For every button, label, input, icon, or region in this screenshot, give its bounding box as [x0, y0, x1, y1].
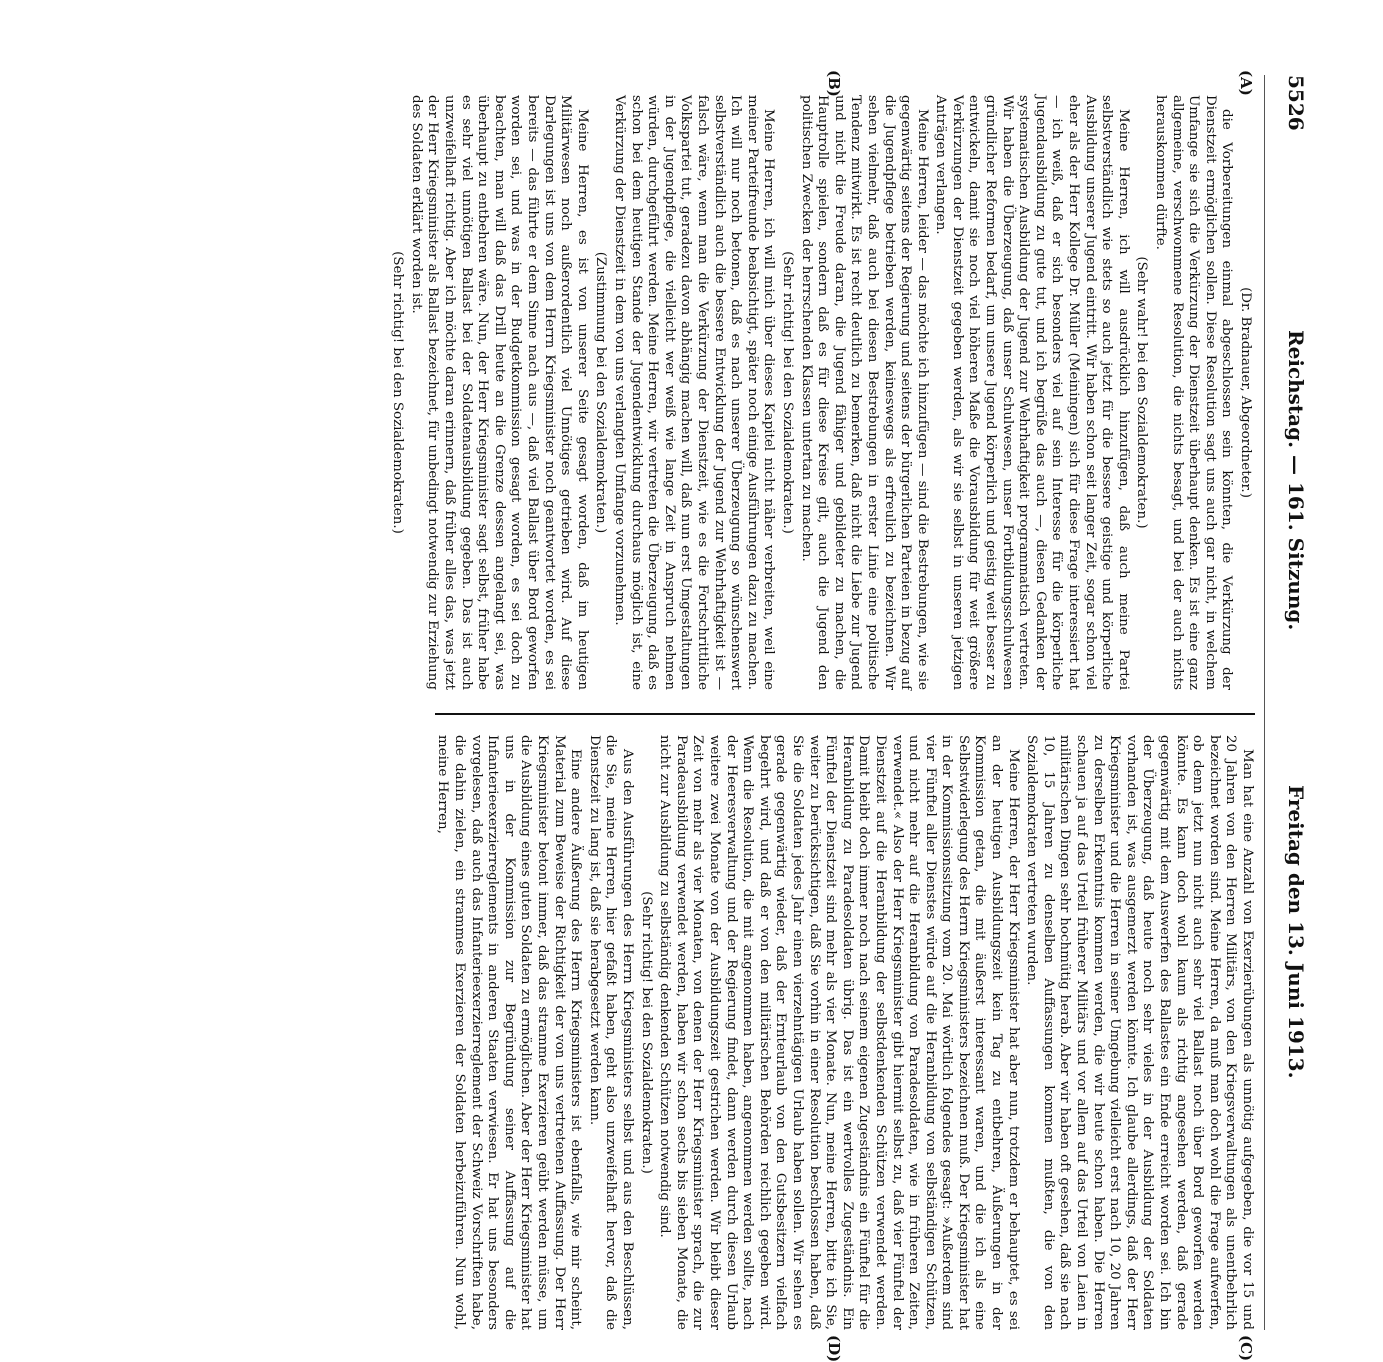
interjection: (Sehr richtig! bei den Sozialdemokraten.): [779, 251, 795, 534]
running-header: [1268, 75, 1308, 1330]
left-column: [390, 95, 1255, 690]
interjection: (Zustimmung bei den Sozialdemokraten.): [593, 251, 609, 534]
interjection: (Sehr richtig! bei den Sozialdemokraten.): [390, 251, 406, 534]
paragraph: Eine andere Äußerung des Herrn Kriegsministers ist ebenfalls, wie mir scheint, Material zum Beweise der Richtigkeit der von uns vertretenen Auffassung. Der Herr Kriegsminister betont immer, daß das stramme Exerzieren geübt werden müsse, um die Ausbildung eines guten Soldaten zu ermöglichen. Aber der Herr Kriegsminister hat uns in der Kommission zur Begründung seiner Auffassung auf die Infanterieexerzierreglements in anderen Staaten verwiesen. Er hat uns besonders vorgelesen, daß auch das Infanterieexerzierreglement der Schweiz Vorschriften habe, die dahin zielen, ein strammes Exerzieren der Soldaten herbeizuführen. Nun wohl, meine Herren,: [435, 735, 584, 1330]
interjection: (Sehr richtig! bei den Sozialdemokraten.): [638, 891, 654, 1174]
page-number: 5526: [1284, 75, 1308, 131]
right-column: [435, 735, 1255, 1330]
column-divider: [435, 713, 1255, 715]
header-right-title: Freitag den 13. Juni 1913.: [1284, 785, 1308, 1079]
margin-mark-d: (D): [825, 1335, 843, 1362]
speaker-note: (Dr. Bradnauer, Abgeordneter.): [1238, 287, 1253, 498]
paragraph: Man hat eine Anzahl von Exerzierübungen als unnötig aufgegeben, die vor 15 und 20 Jahren von den Herren Militärs, von den Kriegsverwaltungen als unentbehrlich bezeichnet worden sind. Meine Herren, da muß man doch wohl die Frage aufwerfen, ob denn jetzt nun nicht auch sehr viel Ballast noch über Bord geworfen werden könnte. Es kann doch wohl kaum als richtig angesehen werden, daß gerade gegenwärtig mit dem Auswerfen des Ballastes ein Ende erreicht worden sei. Ich bin der Überzeugung, daß heute noch sehr vieles in der Ausbildung der Soldaten vorhanden ist, was ausgemerzt werden könnte. Ich glaube allerdings, daß der Herr Kriegsminister und die Herren in seiner Umgebung vielleicht erst nach 10, 20 Jahren zu derselben Erkenntnis kommen werden, die wir heute schon haben. Die Herren schauen ja auf das Urteil früherer Militärs und vor allem auf das Urteil von Laien in militärischen Dingen sehr hochmütig herab. Aber wir haben oft gesehen, daß sie nach 10, 15 Jahren zu denselben Auffassungen kommen mußten, die von den Sozialdemokraten vertreten wurden.: [1024, 735, 1255, 1330]
paragraph: die Vorbereitungen einmal abgeschlossen sein könnten, die Verkürzung der Dienstzeit ermöglichen sollen. Diese Resolution sagt uns auch gar nicht, in welchem Umfange sie sich die Verkürzung der Dienstzeit überhaupt denken. Es ist eine ganz allgemeine, verschwommene Resolution, die nichts besagt, und bei der auch nichts herauskommen dürfte.: [1153, 95, 1235, 690]
paragraph: Meine Herren, ich will mich über dieses Kapitel nicht näher verbreiten, weil eine meiner Parteifreunde beabsichtigt, später noch einige Ausführungen dazu zu machen. Ich will nur noch betonen, daß es nach unserer Überzeugung so wünschenswert selbstverständlich auch die bessere Entwicklung der Jugend zur Wehrhaftigkeit ist — falsch wäre, wenn man die Verkürzung der Dienstzeit, wie es die Fortschrittliche Volkspartei tut, geradezu davon abhängig machen will, daß nun erst Umgestaltungen in der Jugendpflege, die vielleicht wer weiß wie lange Zeit in Anspruch nehmen würden, durchgeführt werden. Meine Herren, wir vertreten die Überzeugung, daß es schon bei dem heutigen Stande der Jugendentwicklung durchaus möglich ist, eine Verkürzung der Dienstzeit in dem von uns verlangten Umfange vorzunehmen.: [612, 95, 777, 690]
header-left-title: Reichstag. — 161. Sitzung.: [1284, 330, 1308, 631]
paragraph: Meine Herren, leider — das möchte ich hinzufügen — sind die Bestrebungen, wie sie gegenwärtig seitens der Regierung und seitens der bürgerlichen Parteien in bezug auf die Jugendpflege betrieben werden, keineswegs als erfreulich zu bezeichnen. Wir sehen vielmehr, daß auch bei diesen Bestrebungen in erster Linie eine politische Tendenz mitwirkt. Es ist recht deutlich zu bemerken, daß nicht die Liebe zur Jugend und nicht die Freude daran, die Jugend fähiger und gebildeter zu machen, die Hauptrolle spielen, sondern daß es für diese Kreise gilt, auch die Jugend den politischen Zwecken der herrschenden Klassen untertan zu machen.: [798, 95, 930, 690]
interjection: (Sehr wahr! bei den Sozialdemokraten.): [1134, 256, 1150, 529]
paragraph: Aus den Ausführungen des Herrn Kriegsministers selbst und aus den Beschlüssen, die Sie, meine Herren, hier gefaßt haben, geht also unzweifelhaft hervor, daß die Dienstzeit zu lang ist, daß sie herabgesetzt werden kann.: [586, 735, 636, 1330]
margin-mark-a: (A): [1237, 70, 1255, 96]
paragraph: Meine Herren, es ist von unserer Seite gesagt worden, daß im heutigen Militärwesen noch außerordentlich viel Unnötiges getrieben wird. Auf diese Darlegungen ist uns von dem Herrn Kriegsminister noch geantwortet worden, es sei bereits — das führte er dem Sinne nach aus —, daß viel Ballast über Bord geworfen worden sei, und was in der Budgetkommission gesagt worden, es sei doch zu beachten, man will daß das Drill heute an die Grenze dessen angelangt sei, was überhaupt zu entbehren wäre. Nun, der Herr Kriegsminister sagt selbst, früher habe es sehr viel unnötigen Ballast bei der Soldatenausbildung gegeben. Das ist auch unzweifelhaft richtig. Aber ich möchte daran erinnern, daß früher alles das, was jetzt der Herr Kriegsminister als Ballast bezeichnet, für unbedingt notwendig zur Erziehung des Soldaten erklärt worden ist.: [408, 95, 590, 690]
paragraph: Meine Herren, der Herr Kriegsminister hat aber nun, trotzdem er behauptet, es sei an der heutigen Ausbildungszeit kein Tag zu entbehren, Äußerungen in der Kommission getan, die mit äußerst interessant waren, und die ich als eine Selbstwiderlegung des Herrn Kriegsministers bezeichnen muß. Der Kriegsminister hat in der Kommissionssitzung vom 20. Mai wörtlich folgendes gesagt: »Außerdem sind vier Fünftel aller Dienstes würde auf die Heranbildung von selbständigen Schützen, und nicht mehr auf die Heranbildung von Paradesoldaten, wie in früheren Zeiten, verwendet.« Also der Herr Kriegsminister gibt hiermit selbst zu, daß vier Fünftel der Dienstzeit auf die Heranbildung der selbstdenkenden Schützen verwendet werden. Damit bleibt doch immer noch nach seinem eigenen Zugeständnis ein Fünftel für die Heranbildung zu Paradesoldaten übrig. Das ist ein wertvolles Zugeständnis. Ein Fünftel der Dienstzeit sind mehr als vier Monate. Nun, meine Herren, bitte ich Sie, weiter zu berücksichtigen, daß Sie vorhin in einer Resolution beschlossen haben, daß Sie die Soldaten jedes Jahr einen vierzehntägigen Urlaub haben sollen. Wir sehen es gerade gegenwärtig wieder, daß der Ernteurlaub von den Gutsbesitzern vielfach begehrt wird, und daß er von den militärischen Behörden reichlich gegeben wird. Wenn die Resolution, die mit angenommen haben, angenommen werden sollte, nach der Heeresverwaltung und der Regierung findet, dann werden durch diesen Urlaub weitere zwei Monate von der Ausbildungszeit gestrichen werden. Wir bleibt dieser Zeit von mehr als vier Monaten, von denen der Herr Kriegsminister sprach, die zur Paradeausbildung verwendet werden, haben wir schon sechs bis sieben Monate, die nicht zur Ausbildung zu selbständig denkenden Schützen notwendig sind.: [657, 735, 1021, 1330]
header-rule: [1264, 75, 1265, 1330]
margin-mark-b: (B): [825, 70, 843, 97]
margin-mark-c: (C): [1237, 1335, 1255, 1362]
paragraph: Meine Herren, ich will ausdrücklich hinzufügen, daß auch meine Partei selbstverständlich wie stets so auch jetzt für die bessere geistige und körperliche Ausbildung unserer Jugend eintritt. Wir haben schon seit langer Zeit, sogar schon viel eher als der Herr Kollege Dr. Müller (Meiningen) sich für diese Frage interessiert hat — ich weiß, daß er sich besonders viel auf sein Interesse für die körperliche Jugendausbildung zu gute tut, und ich begrüße das auch —, diesen Gedanken der systematischen Ausbildung der Jugend zur Wehrhaftigkeit programmatisch vertreten. Wir haben die Überzeugung, daß unser Schulwesen, unser Fortbildungsschulwesen gründlicher Reformen bedarf, um unsere Jugend körperlich und geistig weit besser zu entwickeln, damit sie noch viel höheren Maße die Vorausbildung für weit größere Verkürzungen der Dienstzeit gegeben werden, als wir sie selbst in unseren jetzigen Anträgen verlangen.: [933, 95, 1131, 690]
